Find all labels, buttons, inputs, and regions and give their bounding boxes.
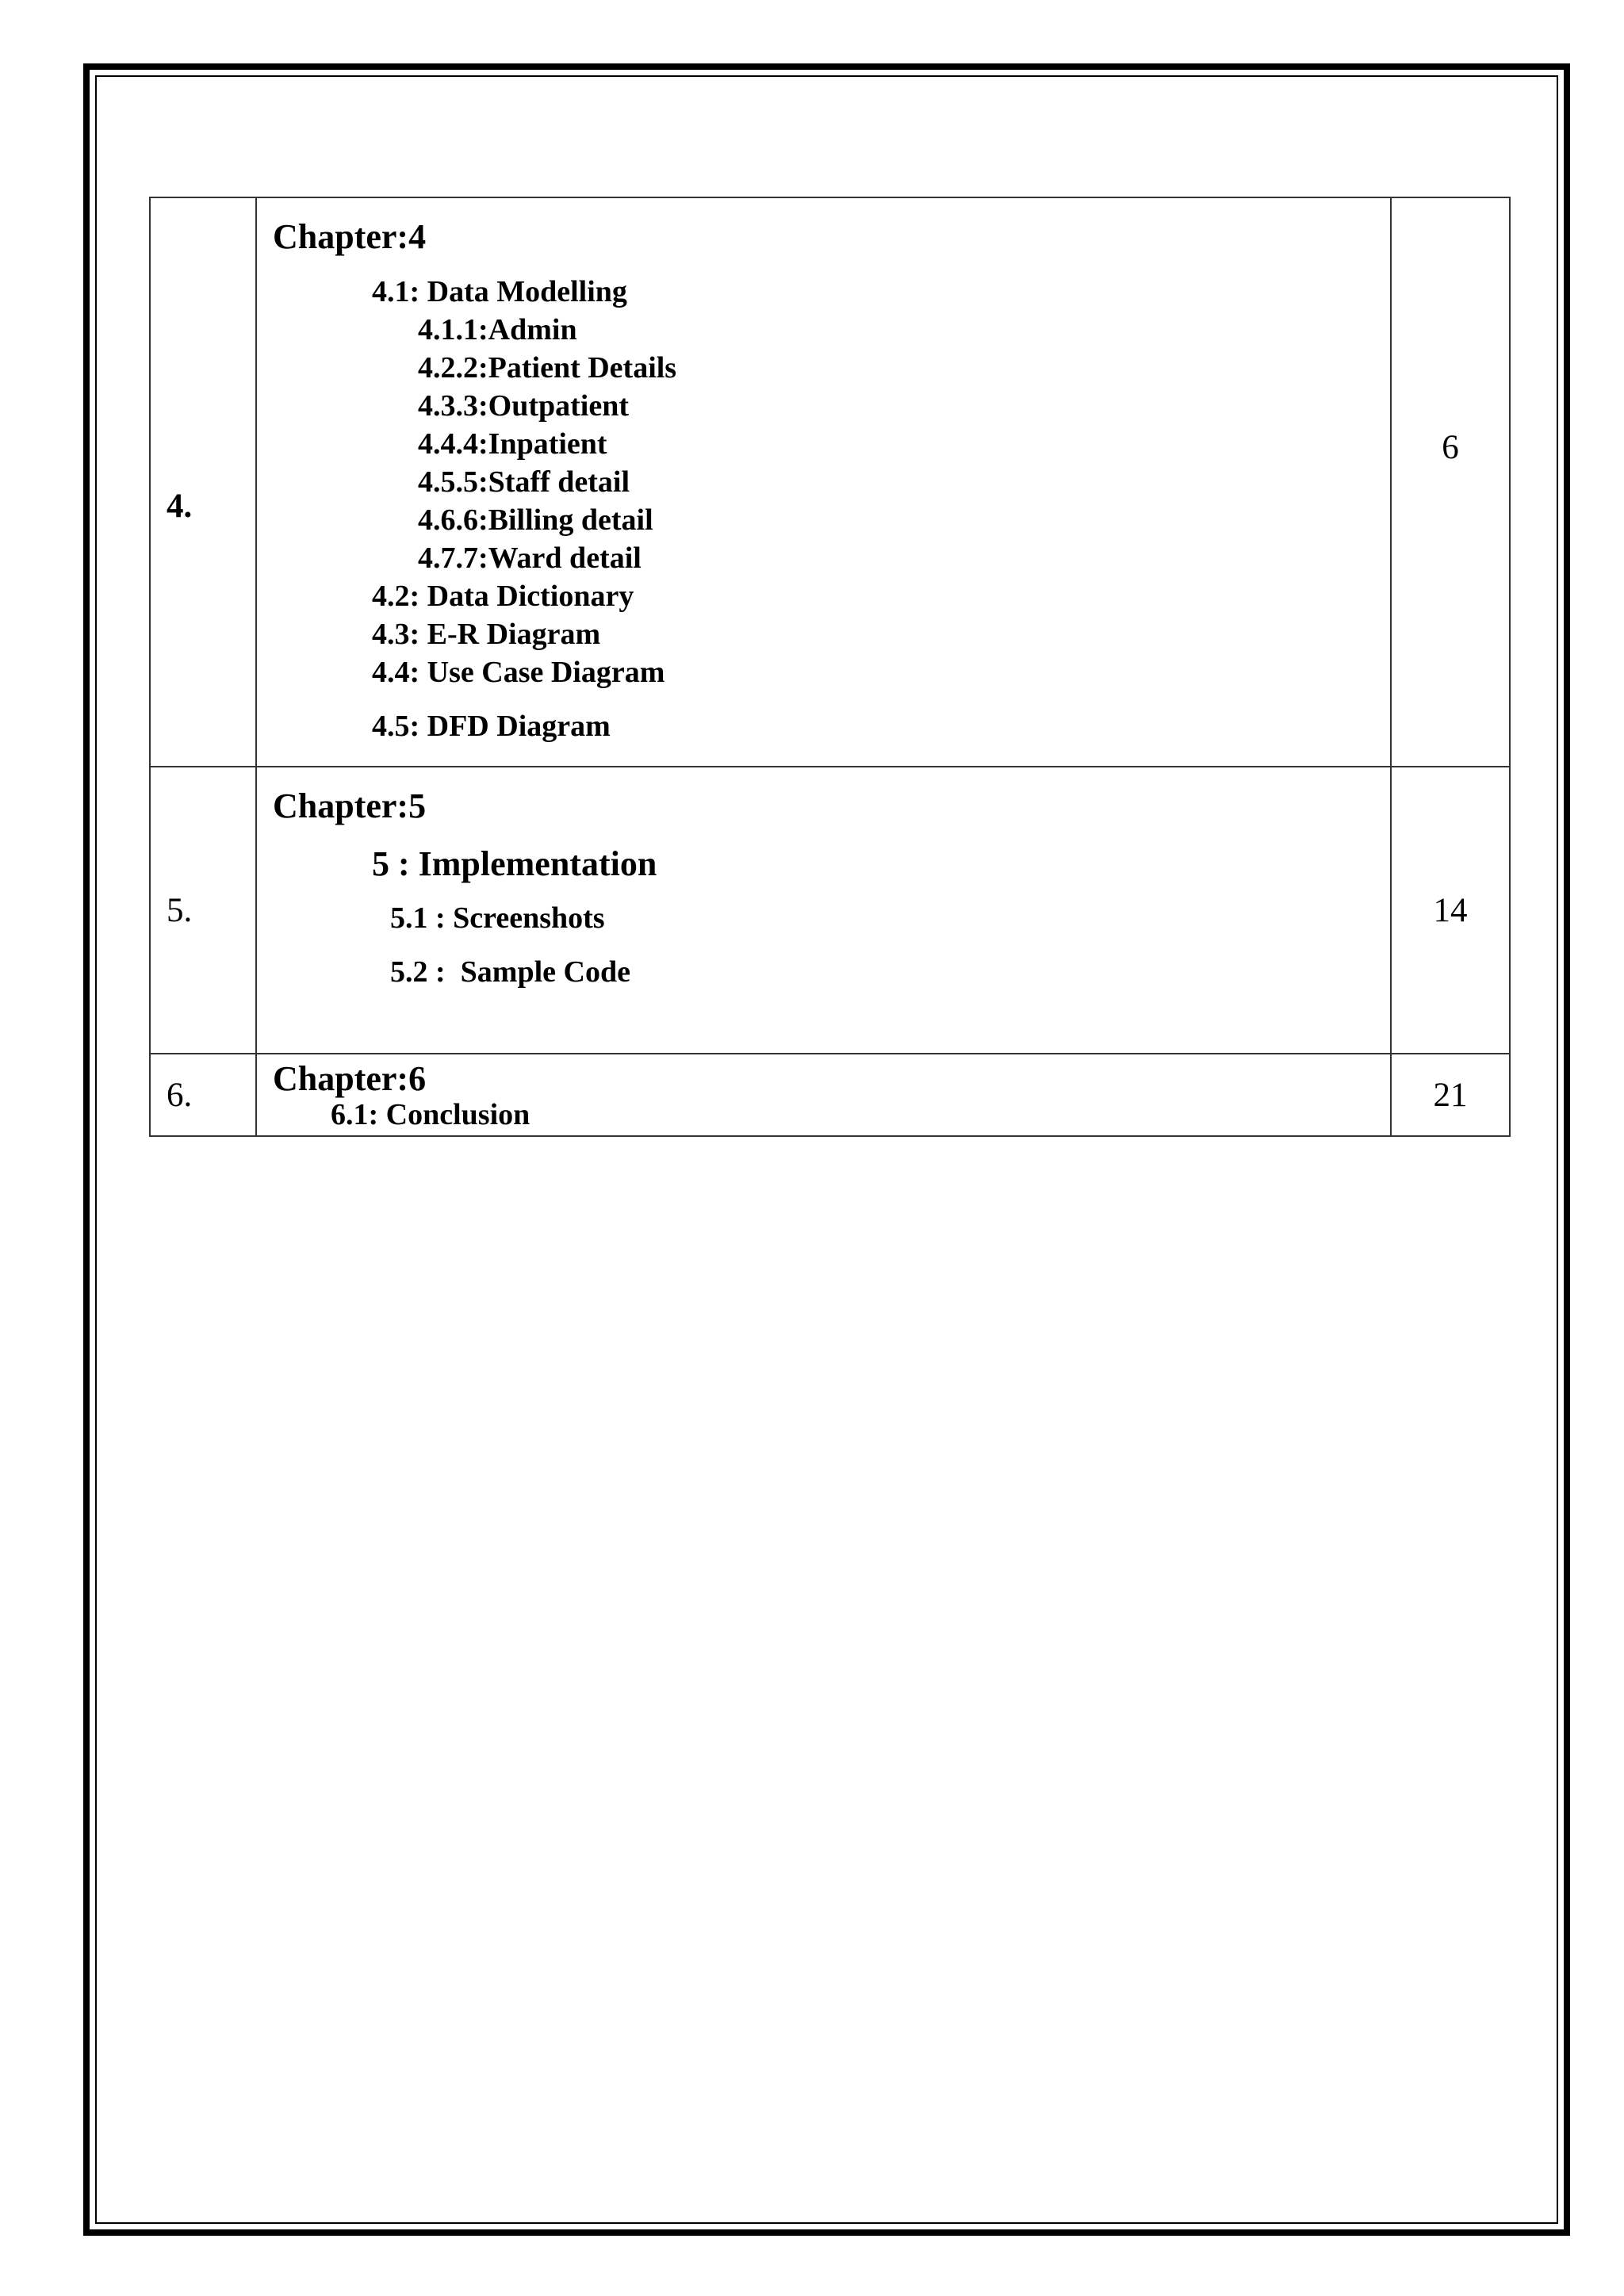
toc-entry: 4.1: Data Modelling [372,275,627,308]
toc-entry: 4.3.3:Outpatient [418,389,629,423]
toc-row-chapter-6 [150,1054,1510,1136]
chapter-number: 4. [150,197,256,767]
toc-row-chapter-4 [150,197,1510,767]
toc-entry: 5.1 : Screenshots [390,901,605,935]
section-heading: 5 : Implementation [372,844,657,883]
page-number: 6 [1391,197,1510,767]
page-number: 14 [1391,767,1510,1054]
chapter-number: 5. [150,767,256,1054]
chapter-contents [256,767,1391,1054]
toc-entry: 4.1.1:Admin [418,313,577,346]
toc-entry: 5.2 : Sample Code [390,955,630,989]
toc-entry: 4.4.4:Inpatient [418,427,607,461]
toc-entry: 6.1: Conclusion [331,1098,530,1131]
chapter-contents [256,197,1391,767]
toc-entry: 4.2: Data Dictionary [372,580,634,613]
toc-entry: 4.6.6:Billing detail [418,503,653,537]
table-of-contents [149,197,1511,1137]
chapter-title: Chapter:5 [273,786,427,825]
chapter-number: 6. [150,1054,256,1136]
toc-entry: 4.5.5:Staff detail [418,465,630,499]
page-number: 21 [1391,1054,1510,1136]
toc-entry: 4.2.2:Patient Details [418,351,677,385]
toc-entry: 4.5: DFD Diagram [372,710,611,743]
toc-entry: 4.4: Use Case Diagram [372,656,665,689]
toc-entry: 4.7.7:Ward detail [418,541,642,575]
toc-row-chapter-5 [150,767,1510,1054]
toc-entry: 4.3: E-R Diagram [372,618,601,651]
chapter-title: Chapter:6 [273,1059,427,1098]
chapter-title: Chapter:4 [273,217,427,256]
chapter-contents [256,1054,1391,1136]
